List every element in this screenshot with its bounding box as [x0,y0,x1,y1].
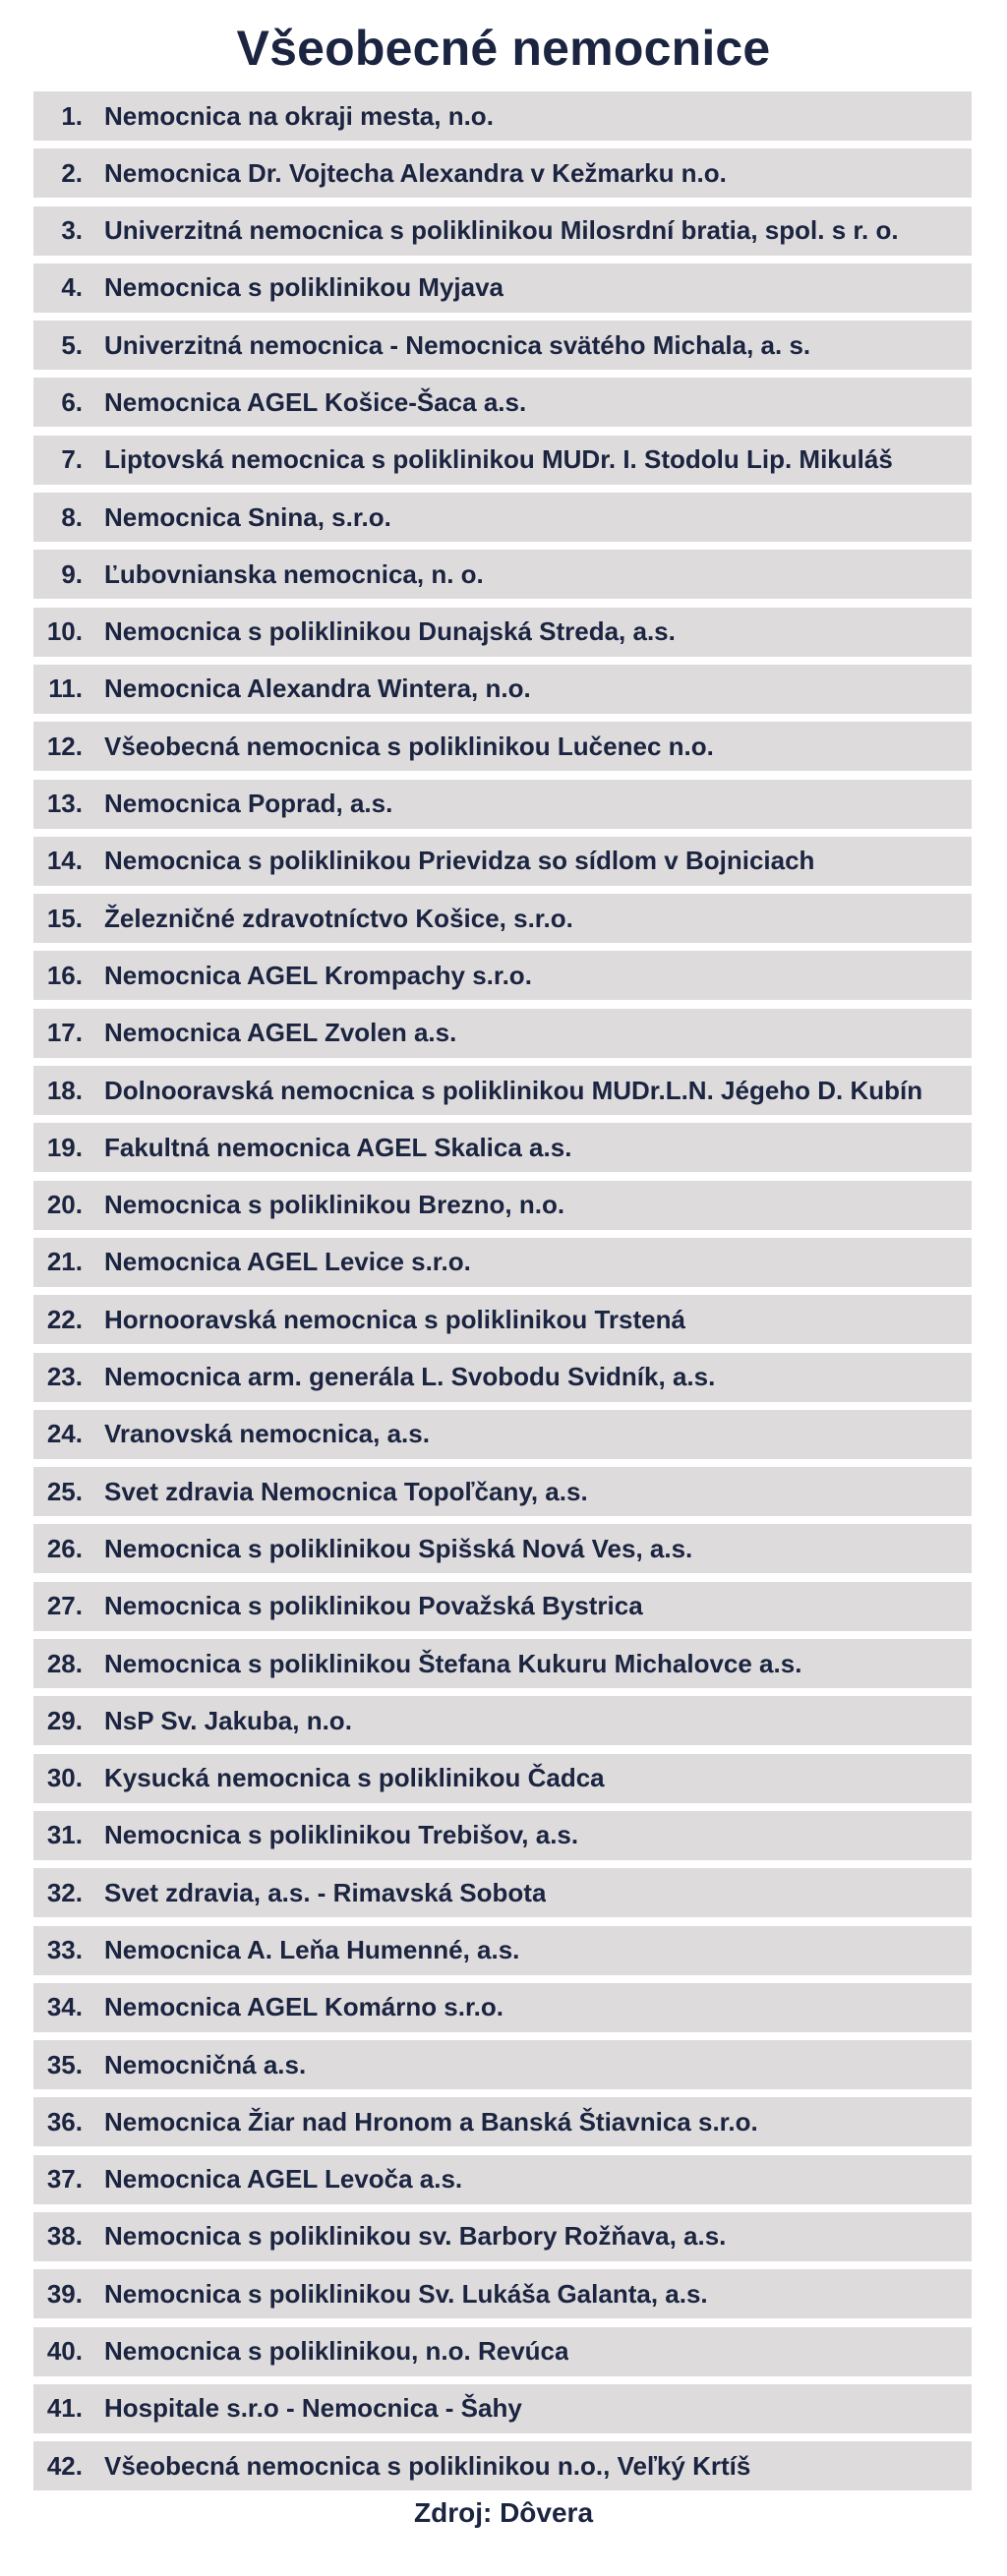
list-item-number: 16. [46,960,83,990]
list-item [33,2040,972,2089]
list-item-number: 38. [46,2221,83,2252]
list-item-hospital-name: Všeobecná nemocnica s poliklinikou Lučenec n.o. [104,731,714,761]
list-item-number: 34. [46,1992,83,2022]
list-item [33,2155,972,2204]
hospital-list [33,91,972,2498]
list-item-hospital-name: Liptovská nemocnica s poliklinikou MUDr. I. Stodolu Lip. Mikuláš [104,444,893,475]
list-item [33,1181,972,1230]
list-item-hospital-name: Dolnooravská nemocnica s poliklinikou MUDr.L.N. Jégeho D. Kubín [104,1075,923,1105]
list-item [33,1353,972,1402]
list-item-hospital-name: Nemocničná a.s. [104,2049,307,2079]
list-item [33,550,972,599]
list-item-hospital-name: Nemocnica s poliklinikou Spišská Nová Ves, a.s. [104,1533,693,1563]
list-item [33,1410,972,1459]
list-item-hospital-name: Univerzitná nemocnica s poliklinikou Milosrdní bratia, spol. s r. o. [104,215,899,246]
list-item [33,951,972,1000]
list-item [33,2269,972,2318]
list-item-number: 42. [46,2450,83,2481]
list-item [33,378,972,427]
list-item-number: 32. [46,1877,83,1907]
list-item [33,436,972,485]
list-item-number: 26. [46,1533,83,1563]
list-item-number: 31. [46,1820,83,1850]
list-item [33,1582,972,1631]
list-item-number: 39. [46,2278,83,2309]
list-item [33,837,972,886]
list-item-hospital-name: Nemocnica s poliklinikou Dunajská Streda, a.s. [104,616,676,647]
list-item-hospital-name: Nemocnica AGEL Komárno s.r.o. [104,1992,504,2022]
list-item [33,1983,972,2032]
list-item [33,1295,972,1344]
list-item-number: 13. [46,789,83,819]
list-item-hospital-name: Nemocnica s poliklinikou Štefana Kukuru Michalovce a.s. [104,1648,802,1678]
list-item [33,2097,972,2146]
list-item-hospital-name: Nemocnica s poliklinikou sv. Barbory Rožňava, a.s. [104,2221,727,2252]
list-item-hospital-name: Nemocnica Poprad, a.s. [104,789,393,819]
list-item-hospital-name: Ľubovnianska nemocnica, n. o. [104,558,484,589]
list-item-hospital-name: Vranovská nemocnica, a.s. [104,1419,430,1449]
list-item-hospital-name: Nemocnica s poliklinikou Považská Bystrica [104,1591,643,1621]
list-item-hospital-name: Nemocnica AGEL Krompachy s.r.o. [104,960,532,990]
list-item-number: 19. [46,1132,83,1162]
list-item-hospital-name: Kysucká nemocnica s poliklinikou Čadca [104,1763,605,1793]
list-item-number: 36. [46,2106,83,2137]
list-item [33,2327,972,2376]
list-item-hospital-name: NsP Sv. Jakuba, n.o. [104,1705,352,1735]
list-item [33,2441,972,2490]
list-item-hospital-name: Nemocnica s poliklinikou Sv. Lukáša Galanta, a.s. [104,2278,708,2309]
list-item [33,1811,972,1860]
list-item [33,1696,972,1745]
list-item-number: 11. [48,673,83,704]
list-item-hospital-name: Svet zdravia, a.s. - Rimavská Sobota [104,1877,547,1907]
list-item-number: 7. [61,444,83,475]
list-item-number: 14. [46,846,83,876]
list-item [33,1238,972,1287]
list-item-number: 15. [46,903,83,933]
list-item-hospital-name: Nemocnica AGEL Zvolen a.s. [104,1018,457,1048]
list-item [33,894,972,943]
list-item-hospital-name: Hornooravská nemocnica s poliklinikou Trstená [104,1304,685,1334]
list-item-number: 25. [46,1476,83,1506]
list-item-number: 5. [61,329,83,360]
list-item-number: 2. [61,157,83,188]
list-item-hospital-name: Hospitale s.r.o - Nemocnica - Šahy [104,2393,522,2424]
list-item-hospital-name: Všeobecná nemocnica s poliklinikou n.o., Veľký Krtíš [104,2450,751,2481]
list-item-number: 17. [46,1018,83,1048]
list-item [33,2212,972,2261]
list-item [33,1754,972,1803]
list-item-number: 20. [46,1190,83,1220]
list-item-hospital-name: Nemocnica s poliklinikou Myjava [104,272,504,303]
list-item [33,1639,972,1688]
list-item-hospital-name: Nemocnica AGEL Košice-Šaca a.s. [104,386,527,417]
list-item-hospital-name: Nemocnica Dr. Vojtecha Alexandra v Kežmarku n.o. [104,157,727,188]
list-item [33,1467,972,1516]
list-item-hospital-name: Nemocnica na okraji mesta, n.o. [104,100,494,131]
list-item-hospital-name: Nemocnica AGEL Levoča a.s. [104,2164,463,2195]
list-item [33,1926,972,1975]
list-item-number: 4. [61,272,83,303]
list-item-number: 28. [46,1648,83,1678]
list-item-number: 33. [46,1935,83,1964]
list-item-number: 10. [46,616,83,647]
list-item-hospital-name: Svet zdravia Nemocnica Topoľčany, a.s. [104,1476,588,1506]
list-item [33,148,972,198]
list-item [33,780,972,829]
list-item [33,1123,972,1172]
list-item [33,1524,972,1573]
list-item-number: 6. [61,386,83,417]
list-item-number: 12. [46,731,83,761]
list-item-hospital-name: Nemocnica A. Leňa Humenné, a.s. [104,1935,520,1964]
list-item-number: 9. [61,558,83,589]
list-item-number: 37. [46,2164,83,2195]
list-item [33,263,972,313]
list-item [33,608,972,657]
list-item-hospital-name: Fakultná nemocnica AGEL Skalica a.s. [104,1132,572,1162]
list-item [33,206,972,256]
list-item-hospital-name: Nemocnica Alexandra Wintera, n.o. [104,673,531,704]
list-item-number: 22. [46,1304,83,1334]
list-item [33,493,972,542]
list-item [33,665,972,714]
list-item-hospital-name: Univerzitná nemocnica - Nemocnica svätého Michala, a. s. [104,329,811,360]
list-item-hospital-name: Nemocnica s poliklinikou, n.o. Revúca [104,2336,569,2367]
list-item-hospital-name: Nemocnica s poliklinikou Trebišov, a.s. [104,1820,579,1850]
list-item [33,722,972,771]
source-credit: Zdroj: Dôvera [413,2497,594,2528]
list-item-number: 23. [46,1362,83,1392]
page-title: Všeobecné nemocnice [236,21,771,76]
list-item-hospital-name: Nemocnica AGEL Levice s.r.o. [104,1247,471,1277]
list-item-number: 1. [61,100,83,131]
list-item-hospital-name: Železničné zdravotníctvo Košice, s.r.o. [104,903,573,933]
list-item-hospital-name: Nemocnica s poliklinikou Prievidza so sídlom v Bojniciach [104,846,815,876]
list-item [33,321,972,370]
list-item-number: 8. [61,501,83,532]
list-item [33,1009,972,1058]
list-item-hospital-name: Nemocnica Snina, s.r.o. [104,501,391,532]
list-item-number: 27. [46,1591,83,1621]
list-item-hospital-name: Nemocnica s poliklinikou Brezno, n.o. [104,1190,565,1220]
list-item-number: 35. [46,2049,83,2079]
list-item [33,91,972,141]
list-item [33,1066,972,1115]
list-item-number: 41. [46,2393,83,2424]
list-item-number: 18. [46,1075,83,1105]
list-item-hospital-name: Nemocnica Žiar nad Hronom a Banská Štiavnica s.r.o. [104,2106,758,2137]
list-item-number: 40. [46,2336,83,2367]
list-item-number: 30. [46,1763,83,1793]
list-item-number: 29. [46,1705,83,1735]
list-item [33,1868,972,1917]
list-item-number: 24. [46,1419,83,1449]
list-item-hospital-name: Nemocnica arm. generála L. Svobodu Svidník, a.s. [104,1362,716,1392]
list-item-number: 21. [46,1247,83,1277]
list-item [33,2384,972,2433]
list-item-number: 3. [61,215,83,246]
